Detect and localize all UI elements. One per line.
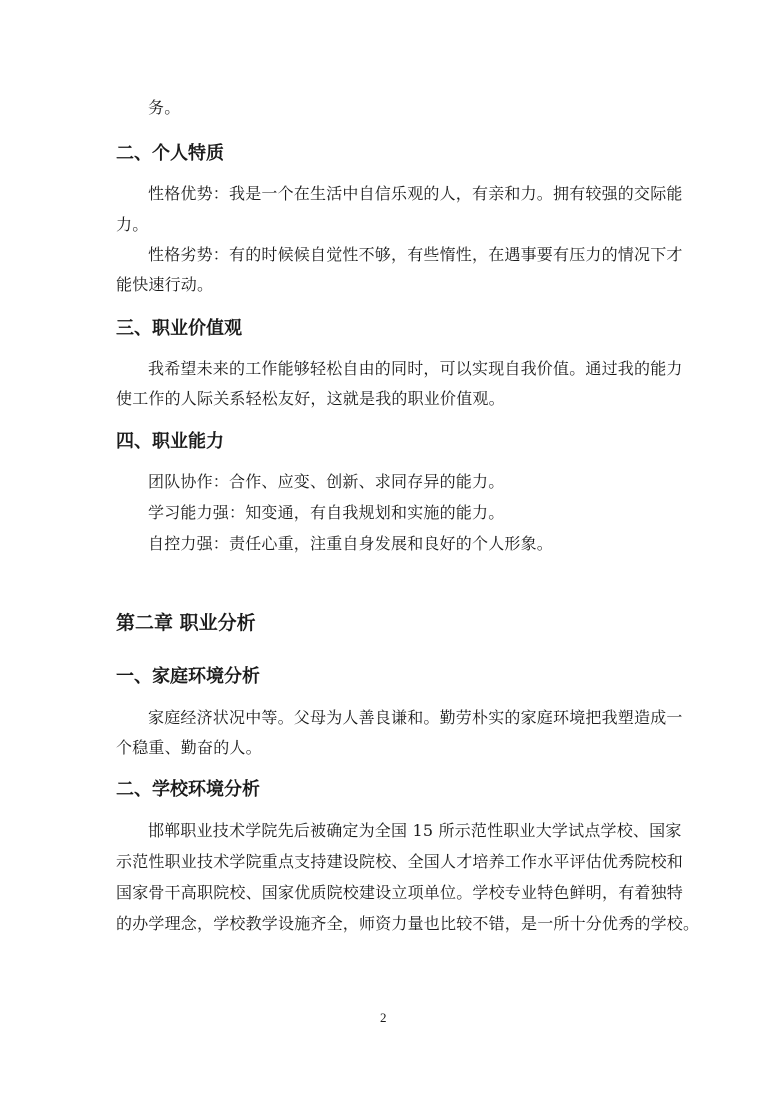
paragraph-line: 性格优势：我是一个在生活中自信乐观的人，有亲和力。拥有较强的交际能 bbox=[148, 184, 683, 203]
section-heading-school-environment: 二、学校环境分析 bbox=[116, 779, 260, 800]
paragraph-line: 邯郸职业技术学院先后被确定为全国 15 所示范性职业大学试点学校、国家 bbox=[148, 821, 682, 840]
section-heading-career-values: 三、职业价值观 bbox=[116, 318, 242, 339]
paragraph-line: 示范性职业技术学院重点支持建设院校、全国人才培养工作水平评估优秀院校和 bbox=[116, 852, 684, 871]
paragraph-line: 家庭经济状况中等。父母为人善良谦和。勤劳朴实的家庭环境把我塑造成一 bbox=[148, 708, 683, 727]
paragraph-line: 我希望未来的工作能够轻松自由的同时，可以实现自我价值。通过我的能力 bbox=[148, 359, 683, 378]
section-heading-family-environment: 一、家庭环境分析 bbox=[116, 666, 260, 687]
paragraph-line: 团队协作：合作、应变、创新、求同存异的能力。 bbox=[148, 472, 505, 491]
section-heading-personal-traits: 二、个人特质 bbox=[116, 143, 224, 164]
paragraph-line: 自控力强：责任心重，注重自身发展和良好的个人形象。 bbox=[148, 534, 554, 553]
paragraph-line: 能快速行动。 bbox=[116, 275, 214, 294]
paragraph-line: 性格劣势：有的时候候自觉性不够，有些惰性，在遇事要有压力的情况下才 bbox=[148, 245, 683, 264]
chapter-title: 第二章 职业分析 bbox=[116, 612, 256, 634]
paragraph-line: 学习能力强：知变通，有自我规划和实施的能力。 bbox=[148, 503, 505, 522]
paragraph-line: 国家骨干高职院校、国家优质院校建设立项单位。学校专业特色鲜明，有着独特 bbox=[116, 883, 684, 902]
paragraph-line: 力。 bbox=[116, 215, 149, 234]
paragraph-line: 的办学理念，学校教学设施齐全，师资力量也比较不错，是一所十分优秀的学校。 bbox=[116, 914, 700, 933]
continuation-text: 务。 bbox=[148, 98, 181, 117]
section-heading-career-ability: 四、职业能力 bbox=[116, 431, 224, 452]
paragraph-line: 使工作的人际关系轻松友好，这就是我的职业价值观。 bbox=[116, 389, 505, 408]
paragraph-line: 个稳重、勤奋的人。 bbox=[116, 738, 262, 757]
page-number: 2 bbox=[380, 1010, 387, 1025]
